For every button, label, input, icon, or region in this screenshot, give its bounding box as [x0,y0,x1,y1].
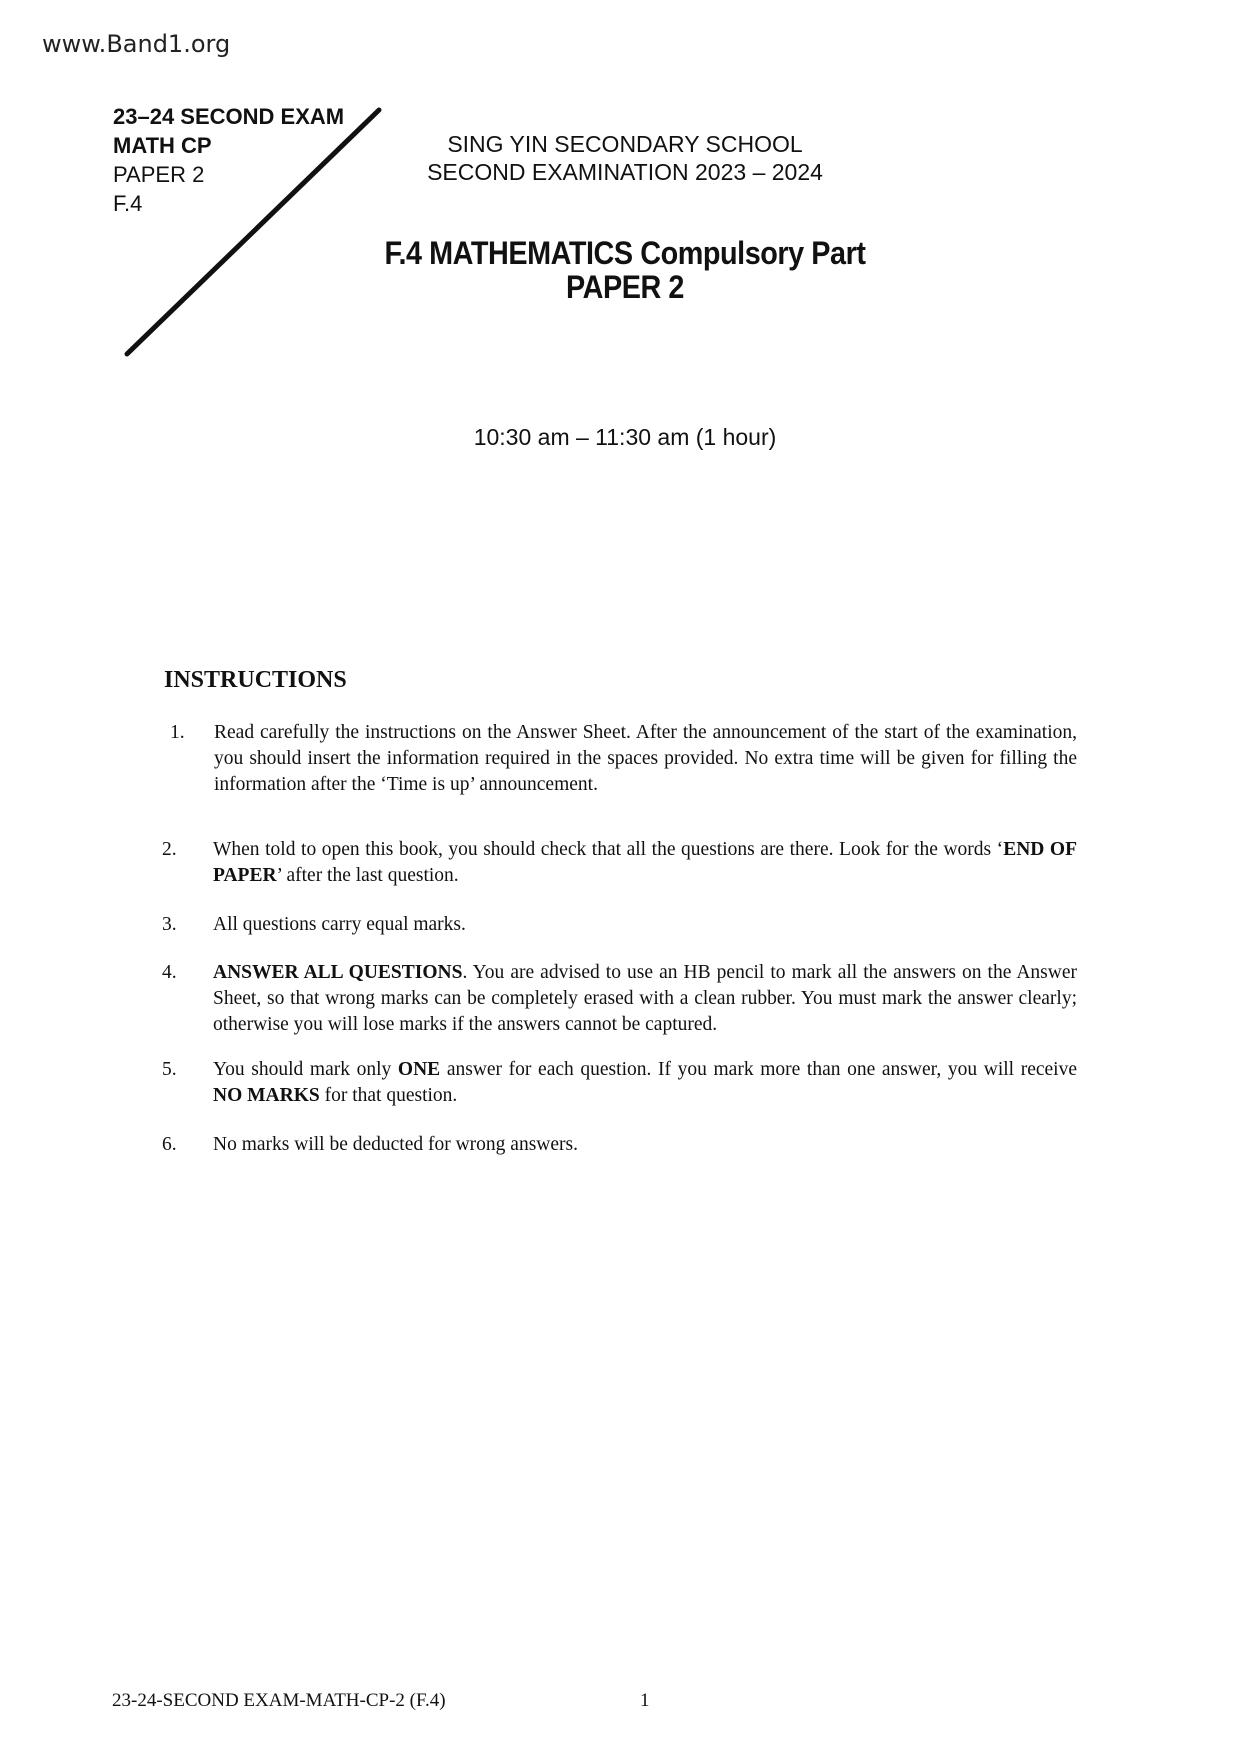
no-marks-emphasis: NO MARKS [213,1085,320,1106]
instruction-text: All questions carry equal marks. [213,914,466,935]
instruction-number: 1. [170,722,185,743]
exam-label-line: MATH CP [113,133,212,158]
instruction-number: 5. [162,1059,177,1080]
answer-all-emphasis: ANSWER ALL QUESTIONS [213,962,463,983]
page-number: 1 [640,1690,650,1711]
end-of-paper-emphasis: END OF PAPER [213,839,1077,886]
instruction-item [162,837,1077,889]
exam-time: 10:30 am – 11:30 am (1 hour) [473,424,777,450]
instruction-item [170,720,1077,798]
instruction-item [162,1132,1077,1158]
instruction-number: 6. [162,1134,177,1155]
footer-code: 23-24-SECOND EXAM-MATH-CP-2 (F.4) [112,1690,446,1711]
paper-title: F.4 MATHEMATICS Compulsory Part [384,235,866,271]
instruction-number: 2. [162,839,177,860]
exam-label-line: F.4 [113,191,143,216]
instruction-text: Read carefully the instructions on the Answer Sheet. After the announcement of the start of the examination, you should insert the information required in the spaces provided. No extra time will be given for filling the information after the ‘Time is up’ announcement. [214,722,1077,795]
instruction-number: 3. [162,914,177,935]
instruction-text: No marks will be deducted for wrong answers. [213,1134,578,1155]
exam-name: SECOND EXAMINATION 2023 – 2024 [427,159,823,185]
instruction-item [162,960,1077,1038]
instruction-text: You should mark only ONE answer for each question. If you mark more than one answer, you will receive NO MARKS for that question. [213,1059,1077,1106]
watermark: www.Band1.org [42,30,231,58]
instruction-number: 4. [162,962,177,983]
diagonal-slash-line [0,0,400,370]
instruction-text: When told to open this book, you should check that all the questions are there. Look for the words ‘END OF PAPER’ after the last question. [213,839,1077,886]
school-name: SING YIN SECONDARY SCHOOL [447,131,803,157]
instruction-item [162,912,1077,938]
instructions-heading: INSTRUCTIONS [164,667,347,693]
instruction-text: ANSWER ALL QUESTIONS. You are advised to use an HB pencil to mark all the answers on the Answer Sheet, so that wrong marks can be completely erased with a clean rubber. You must mark the answer clearly; otherwise you will lose marks if the answers cannot be captured. [213,962,1077,1035]
one-emphasis: ONE [397,1059,441,1080]
paper-number: PAPER 2 [566,269,684,305]
exam-label-line: 23–24 SECOND EXAM [113,104,345,129]
exam-label-line: PAPER 2 [113,162,205,187]
instruction-item [162,1057,1077,1109]
